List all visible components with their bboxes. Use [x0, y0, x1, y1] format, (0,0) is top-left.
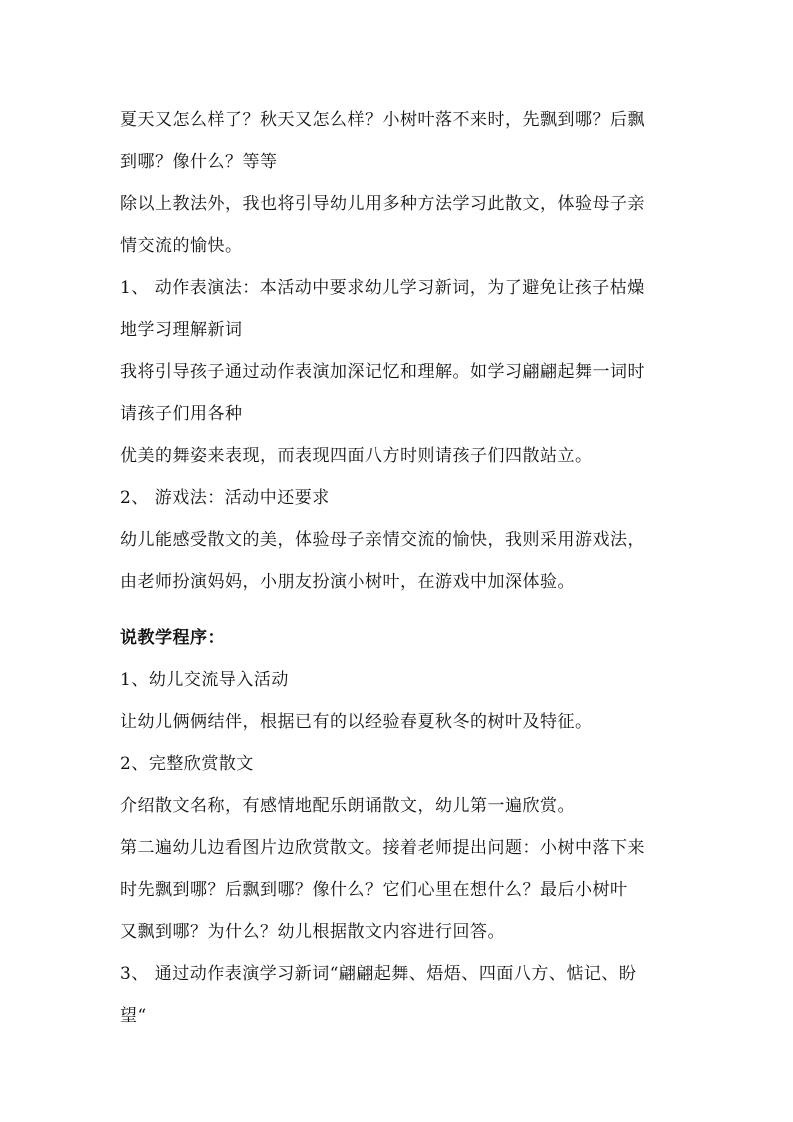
text-line: 到哪？像什么？等等 [120, 152, 278, 172]
list-item-line: 2、完整欣赏散文 [120, 754, 254, 774]
text-line: 由老师扮演妈妈，小朋友扮演小树叶，在游戏中加深体验。 [120, 572, 575, 592]
section-heading: 说教学程序： [120, 628, 225, 648]
text-line: 让幼儿俩俩结伴，根据已有的以经验春夏秋冬的树叶及特征。 [120, 712, 593, 732]
text-line: 地学习理解新词 [120, 320, 243, 340]
document-body [120, 99, 680, 1037]
list-item-line: 1、幼儿交流导入活动 [120, 670, 289, 690]
list-item-line: 3、 通过动作表演学习新词“翩翩起舞、焐焐、四面八方、惦记、盼 [120, 964, 637, 984]
text-line: 请孩子们用各种 [120, 404, 243, 424]
text-line: 我将引导孩子通过动作表演加深记忆和理解。如学习翩翩起舞一词时 [120, 362, 645, 382]
text-line: 时先飘到哪？后飘到哪？像什么？它们心里在想什么？最后小树叶 [120, 880, 628, 900]
list-item-line: 1、 动作表演法：本活动中要求幼儿学习新词，为了避免让孩子枯燥 [120, 278, 645, 298]
section-gap [120, 603, 680, 617]
text-line: 夏天又怎么样了？秋天又怎么样？小树叶落不来时，先飘到哪？后飘 [120, 110, 645, 130]
text-line: 望“ [120, 1006, 147, 1026]
text-line: 情交流的愉快。 [120, 236, 243, 256]
list-item-line: 2、 游戏法：活动中还要求 [120, 488, 330, 508]
text-line: 又飘到哪？为什么？幼儿根据散文内容进行回答。 [120, 922, 505, 942]
text-line: 优美的舞姿来表现，而表现四面八方时则请孩子们四散站立。 [120, 446, 593, 466]
text-line: 幼儿能感受散文的美，体验母子亲情交流的愉快，我则采用游戏法， [120, 530, 645, 550]
text-line: 介绍散文名称，有感情地配乐朗诵散文，幼儿第一遍欣赏。 [120, 796, 575, 816]
text-line: 除以上教法外，我也将引导幼儿用多种方法学习此散文，体验母子亲 [120, 194, 645, 214]
text-line: 第二遍幼儿边看图片边欣赏散文。接着老师提出问题：小树中落下来 [120, 838, 645, 858]
